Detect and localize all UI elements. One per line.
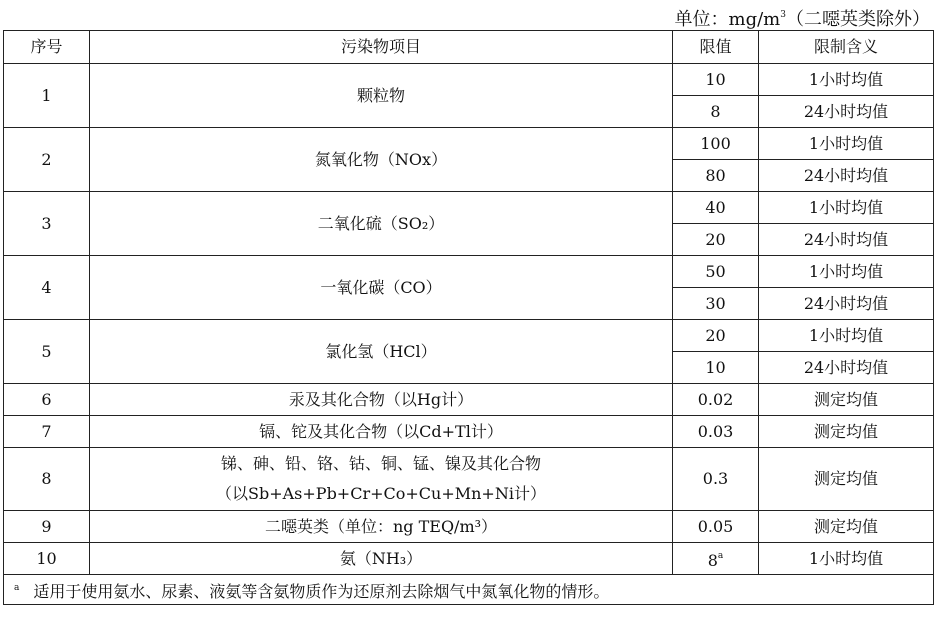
limit-value-text: 80 (705, 165, 726, 185)
header-no: 序号 (4, 31, 90, 64)
limit-meaning: 24小时均值 (759, 96, 934, 128)
unit-superscript: 3 (780, 10, 786, 20)
limit-value-text: 100 (700, 133, 731, 153)
table-header-row (4, 31, 934, 64)
limit-meaning: 24小时均值 (759, 160, 934, 192)
limit-value-text: 20 (705, 229, 726, 249)
limit-value (673, 64, 759, 96)
table-row (4, 320, 934, 352)
row-number: 2 (4, 128, 90, 192)
limit-value-text: 30 (705, 293, 726, 313)
pollutant-name-line: （以Sb+As+Pb+Cr+Co+Cu+Mn+Ni计） (216, 484, 546, 503)
pollutant-name-line: 镉、铊及其化合物（以Cd+Tl计） (259, 421, 503, 441)
limit-meaning: 1小时均值 (759, 128, 934, 160)
limit-meaning: 1小时均值 (759, 256, 934, 288)
limit-meaning: 测定均值 (759, 448, 934, 511)
row-number: 1 (4, 64, 90, 128)
limit-value-text: 0.02 (697, 389, 734, 409)
limit-value (673, 416, 759, 448)
table-row (4, 511, 934, 543)
limit-value-text: 20 (705, 325, 726, 345)
limit-value (673, 320, 759, 352)
limit-value-text: 0.03 (697, 421, 734, 441)
row-number: 7 (4, 416, 90, 448)
table-row (4, 64, 934, 96)
limit-meaning: 24小时均值 (759, 352, 934, 384)
table-body (4, 64, 934, 575)
limit-value-text: 10 (705, 357, 726, 377)
row-number: 8 (4, 448, 90, 511)
limit-meaning: 1小时均值 (759, 64, 934, 96)
pollutant-name (90, 511, 673, 543)
limit-meaning: 1小时均值 (759, 543, 934, 575)
limit-value (673, 160, 759, 192)
pollutant-name-line: 汞及其化合物（以Hg计） (288, 389, 474, 409)
limit-value-text: 8 (710, 101, 721, 121)
limit-value (673, 288, 759, 320)
footnote (4, 575, 934, 605)
footnote-marker: a (14, 582, 20, 593)
header-meaning: 限制含义 (759, 31, 934, 64)
limit-footnote-marker: a (717, 551, 724, 561)
pollutant-name (90, 384, 673, 416)
pollutant-limits-table (3, 30, 934, 605)
limit-value-text: 50 (705, 261, 726, 281)
pollutant-name-line: 氮氧化物（NOx） (314, 149, 448, 169)
limit-value (673, 511, 759, 543)
header-limit: 限值 (673, 31, 759, 64)
limit-meaning: 测定均值 (759, 416, 934, 448)
limit-value-text: 40 (705, 197, 726, 217)
limit-value-text: 0.3 (702, 469, 729, 488)
limit-value-text: 8 (707, 551, 718, 570)
limit-meaning: 测定均值 (759, 511, 934, 543)
pollutant-name (90, 256, 673, 320)
table-row (4, 384, 934, 416)
limit-value (673, 224, 759, 256)
pollutant-name-line: 氨（NH₃） (339, 548, 423, 568)
pollutant-name-line: 二氧化硫（SO₂） (317, 213, 445, 233)
pollutant-name (90, 128, 673, 192)
table-row (4, 416, 934, 448)
pollutant-name (90, 64, 673, 128)
pollutant-name-line: 氯化氢（HCl） (325, 341, 437, 361)
table-row (4, 192, 934, 224)
header-item: 污染物项目 (90, 31, 673, 64)
pollutant-name (90, 192, 673, 256)
unit-prefix: 单位：mg/m (674, 9, 781, 30)
table-row (4, 543, 934, 575)
limit-value (673, 543, 759, 575)
row-number: 3 (4, 192, 90, 256)
limit-value (673, 256, 759, 288)
pollutant-name (90, 448, 673, 511)
table-row (4, 128, 934, 160)
limit-value (673, 192, 759, 224)
limit-meaning: 1小时均值 (759, 192, 934, 224)
unit-note (675, 3, 930, 32)
limit-value (673, 96, 759, 128)
limit-meaning: 24小时均值 (759, 288, 934, 320)
row-number: 4 (4, 256, 90, 320)
pollutant-name-line: 颗粒物 (356, 85, 405, 105)
limit-value-text: 10 (705, 69, 726, 89)
limit-value (673, 448, 759, 511)
row-number: 10 (4, 543, 90, 575)
pollutant-name (90, 543, 673, 575)
limit-value-text: 0.05 (697, 516, 734, 536)
limit-meaning: 1小时均值 (759, 320, 934, 352)
pollutant-name (90, 416, 673, 448)
pollutant-name-line: 一氧化碳（CO） (320, 277, 442, 297)
pollutant-name-line: 锑、砷、铅、铬、钴、铜、锰、镍及其化合物 (220, 454, 541, 473)
footnote-row (4, 575, 934, 605)
row-number: 6 (4, 384, 90, 416)
row-number: 5 (4, 320, 90, 384)
unit-suffix: （二噁英类除外） (786, 9, 930, 30)
row-number: 9 (4, 511, 90, 543)
pollutant-name-line: 二噁英类（单位：ng TEQ/m³） (264, 516, 498, 536)
limit-meaning: 24小时均值 (759, 224, 934, 256)
limit-value (673, 352, 759, 384)
pollutant-name (90, 320, 673, 384)
table-row (4, 256, 934, 288)
limit-value (673, 384, 759, 416)
limit-value (673, 128, 759, 160)
limit-meaning: 测定均值 (759, 384, 934, 416)
table-row (4, 448, 934, 511)
footnote-text: 适用于使用氨水、尿素、液氨等含氨物质作为还原剂去除烟气中氮氧化物的情形。 (33, 581, 610, 601)
